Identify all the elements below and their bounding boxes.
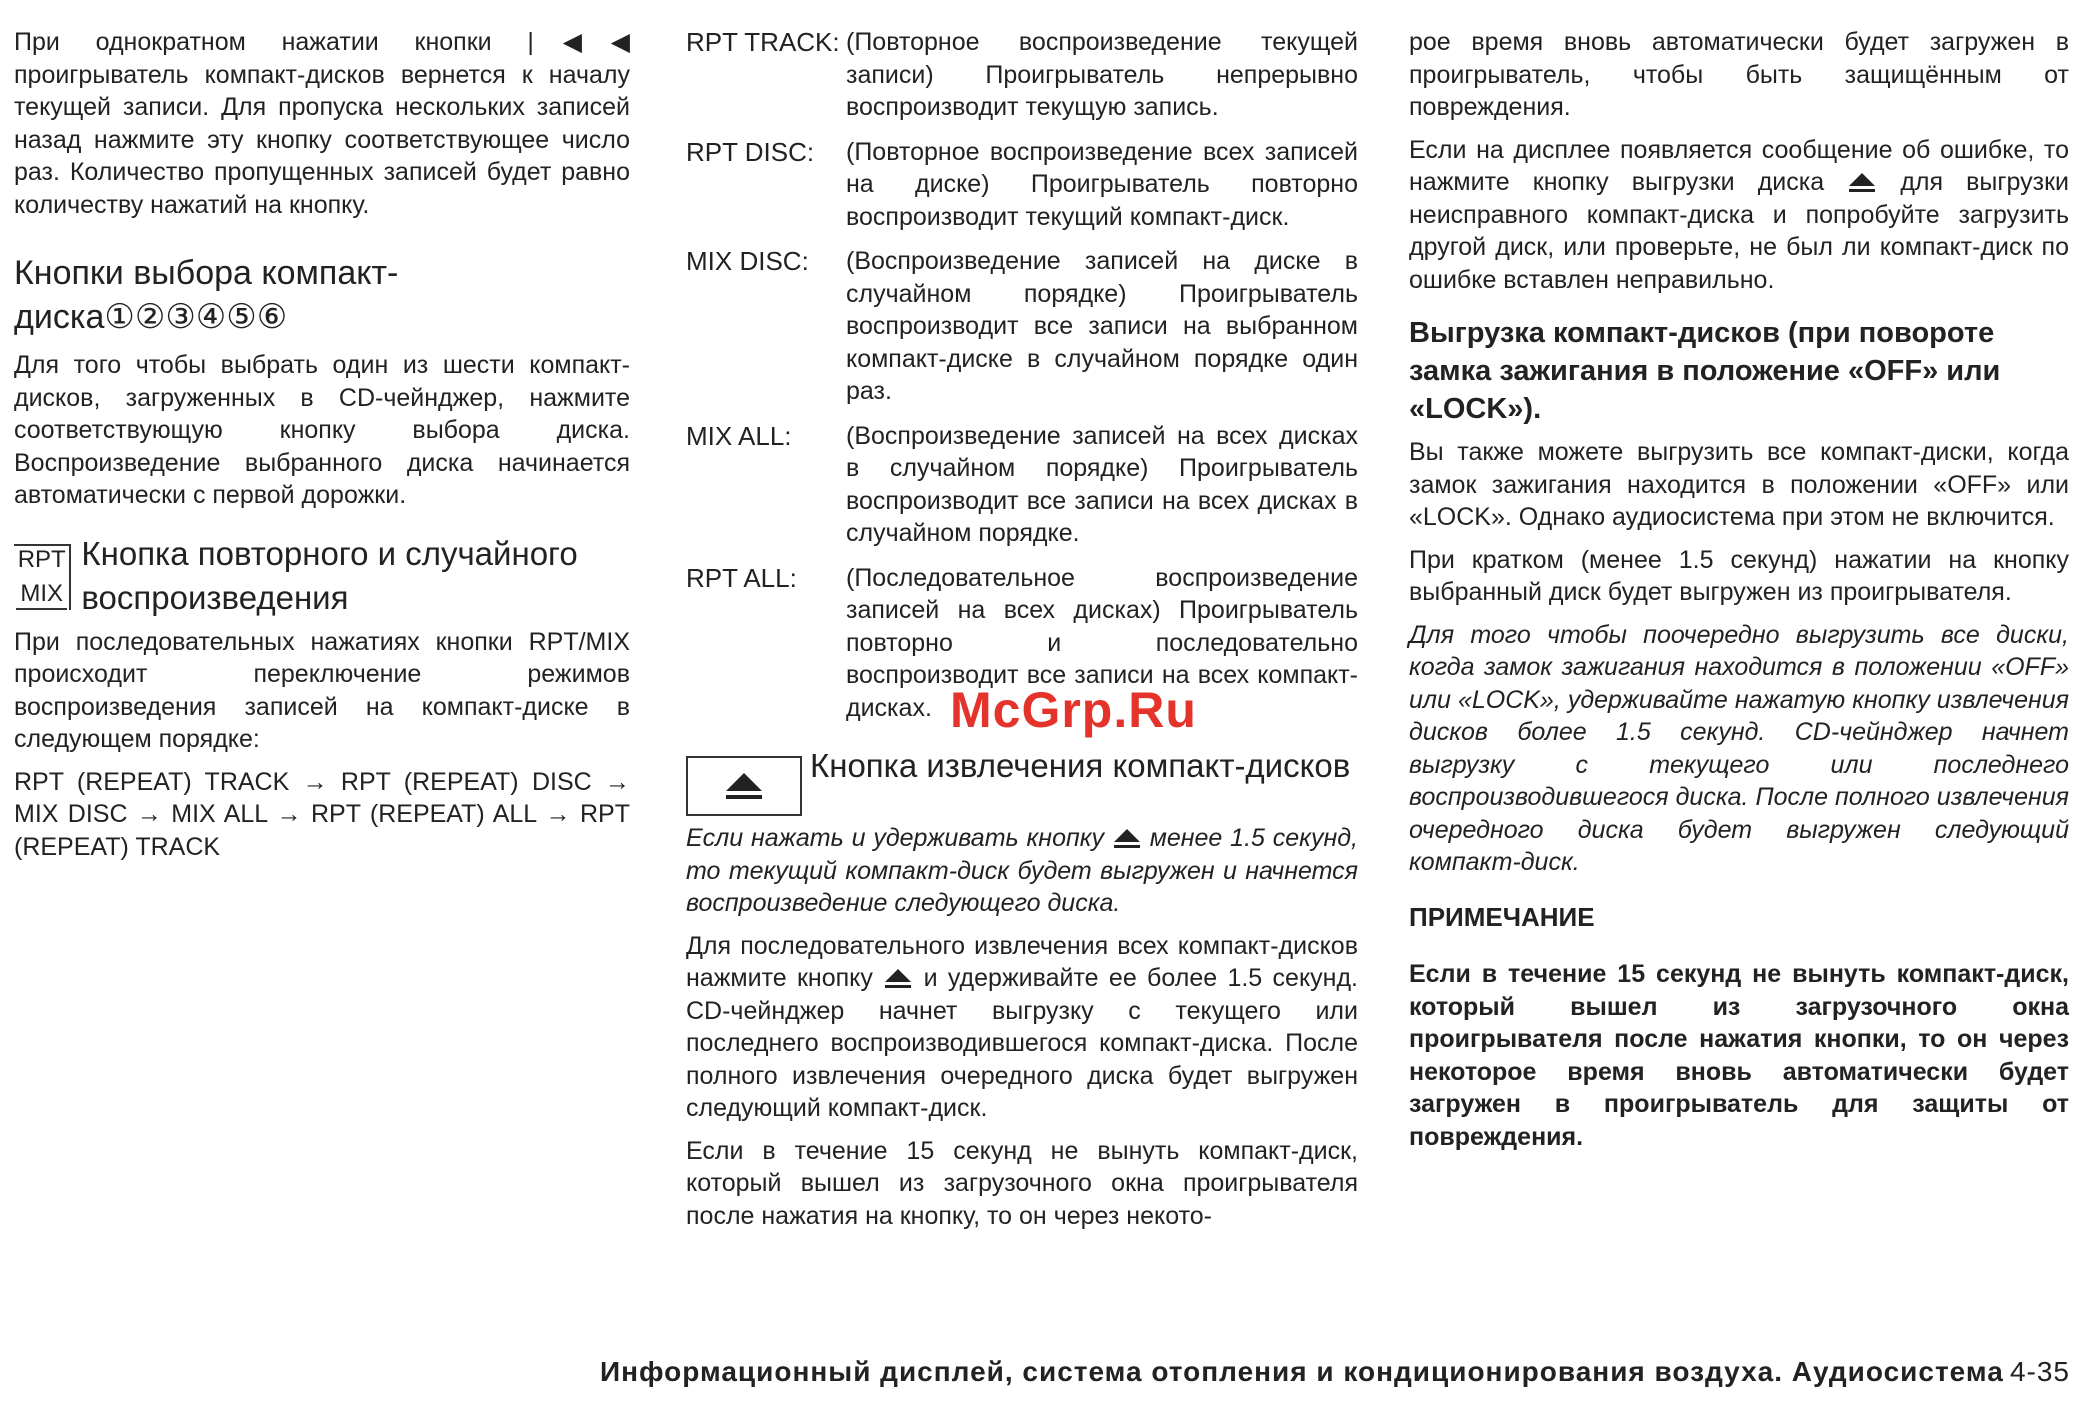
- mix-icon-label: MIX: [16, 580, 67, 610]
- mode-key: RPT DISC:: [686, 136, 815, 167]
- unload-all-paragraph: Для того чтобы поочередно выгрузить все диски, когда замок зажигания находится в положении «OFF» или «LOCK», удерживайте нажатую кнопку извлечения дисков более 1.5 секунд. CD-чейнджер начнет выгрузку с текущего или последнего воспроизводившегося диска. После полного извлечения очередного диска будет выгружен следующий компакт-диск.: [1409, 620, 2069, 876]
- footer-title: Информационный дисплей, система отопления и кондиционирования воздуха. Аудиосистема: [600, 1356, 2004, 1387]
- unload-paragraph: Вы также можете выгрузить все компакт-диски, когда замок зажигания находится в положении «OFF» или «LOCK». Однако аудиосистема при этом не включится.: [1409, 438, 2069, 531]
- mode-key: MIX ALL:: [686, 420, 792, 451]
- mode-item: [686, 26, 1358, 124]
- eject-icon: [1847, 172, 1877, 194]
- eject-icon: [686, 756, 802, 816]
- eject-heading: Кнопка извлечения компакт-дисков: [810, 747, 1351, 784]
- mode-key: MIX DISC:: [686, 246, 809, 276]
- mode-key: RPT ALL:: [686, 562, 797, 593]
- eject-icon: [1112, 828, 1142, 850]
- eject-icon: [883, 968, 913, 990]
- mode-item: [686, 245, 1358, 408]
- unload-heading: Выгрузка компакт-дисков (при повороте замка зажигания в положение «OFF» или «LOCK»).: [1409, 317, 2001, 425]
- mode-key: RPT TRACK:: [686, 27, 840, 57]
- mode-sequence: RPT (REPEAT) TRACK → RPT (REPEAT) DISC → MIX DISC → MIX ALL → RPT (REPEAT) ALL → RPT (REPEAT) TRACK: [14, 767, 630, 861]
- repeat-mix-paragraph: При последовательных нажатиях кнопки RPT/MIX происходит переключение режимов воспроизведения записей на компакт-диске в следующем порядке:: [14, 627, 630, 753]
- column-middle: [686, 26, 1358, 1242]
- error-text-a: Если на дисплее появляется сообщение об ошибке, то нажмите кнопку выгрузки диска: [1409, 135, 2069, 196]
- note-text: Если в течение 15 секунд не вынуть компакт-диск, который вышел из загрузочного окна проигрывателя после нажатия кнопки, то он через некоторое время вновь автоматически будет загружен в проигрыватель для защиты от повреждения.: [1409, 960, 2069, 1151]
- page-number: 4-35: [2009, 1356, 2070, 1387]
- error-paragraph: [1409, 134, 2069, 297]
- eject-short-paragraph: [686, 822, 1358, 920]
- short-press-paragraph: При кратком (менее 1.5 секунд) нажатии на кнопку выбранный диск будет выгружен из проигрывателя.: [1409, 545, 2069, 606]
- eject-short-text-a: Если нажать и удерживать кнопку: [686, 824, 1105, 852]
- column-left: [14, 26, 630, 873]
- rpt-icon-label: RPT: [17, 545, 66, 573]
- mode-description: (Воспроизведение записей на диске в случайном порядке) Проигрыватель воспроизводит все записи на выбранном компакт-диске в случайном порядке один раз.: [846, 247, 1358, 405]
- mode-description: (Повторное воспроизведение текущей записи) Проигрыватель непрерывно воспроизводит текущую запись.: [846, 28, 1358, 121]
- mode-description: (Повторное воспроизведение всех записей на диске) Проигрыватель повторно воспроизводит текущий компакт-диск.: [846, 137, 1358, 231]
- skip-back-paragraph: При однократном нажатии кнопки |◀◀ проигрыватель компакт-дисков вернется к началу текущей записи. Для пропуска нескольких записей назад нажмите эту кнопку соответствующее число раз. Количество пропущенных записей будет равно количеству нажатий на кнопку.: [14, 28, 630, 219]
- column-right: [1409, 26, 2069, 1178]
- repeat-mix-heading: Кнопка повторного и случайного воспроизведения: [81, 534, 578, 616]
- mode-description: (Последовательное воспроизведение записей на всех дисках) Проигрыватель повторно и последовательно воспроизводит все записи на всех компакт-дисках.: [846, 563, 1358, 722]
- reload-paragraph: Если в течение 15 секунд не вынуть компакт-диск, который вышел из загрузочного окна проигрывателя после нажатия на кнопку, то он через некото-: [686, 1136, 1358, 1230]
- disc-select-heading: Кнопки выбора компакт-диска①②③④⑤⑥: [14, 254, 399, 336]
- reload-continued-paragraph: рое время вновь автоматически будет загружен в проигрыватель, чтобы быть защищённым от повреждения.: [1409, 28, 2069, 121]
- eject-long-text-b: и удерживайте ее более 1.5 секунд. CD-чейнджер начнет выгрузку с текущего или последнего воспроизводившегося компакт-диска. После полного извлечения очередного диска будет выгружен следующий компакт-диск.: [686, 964, 1359, 1122]
- watermark: McGrp.Ru: [950, 682, 1197, 738]
- rpt-mix-icon: [14, 544, 71, 610]
- repeat-mix-heading-block: [14, 532, 630, 620]
- error-text-b: для выгрузки неисправного компакт-диска и попробуйте загрузить другой диск, или проверьте, не был ли компакт-диск по ошибке вставлен неправильно.: [1409, 168, 2069, 294]
- mode-description: (Воспроизведение записей на всех дисках в случайном порядке) Проигрыватель воспроизводит все записи на всех дисках в случайном порядке.: [846, 421, 1358, 547]
- mode-list: [686, 26, 1358, 724]
- mode-item: [686, 136, 1358, 234]
- eject-heading-block: [686, 744, 1358, 816]
- page-footer: [600, 1356, 2070, 1388]
- eject-long-paragraph: [686, 930, 1358, 1125]
- mode-item: [686, 420, 1358, 550]
- note-heading: ПРИМЕЧАНИЕ: [1409, 901, 1595, 932]
- eject-long-text-a: Для последовательного извлечения всех компакт-дисков нажмите кнопку: [686, 931, 1358, 992]
- eject-short-text-b: менее 1.5 секунд, то текущий компакт-диск будет выгружен и начнется воспроизведение следующего диска.: [686, 824, 1358, 917]
- disc-select-paragraph: Для того чтобы выбрать один из шести компакт-дисков, загруженных в CD-чейнджер, нажмите соответствующую кнопку выбора диска. Воспроизведение выбранного диска начинается автоматически с первой дорожки.: [14, 351, 630, 509]
